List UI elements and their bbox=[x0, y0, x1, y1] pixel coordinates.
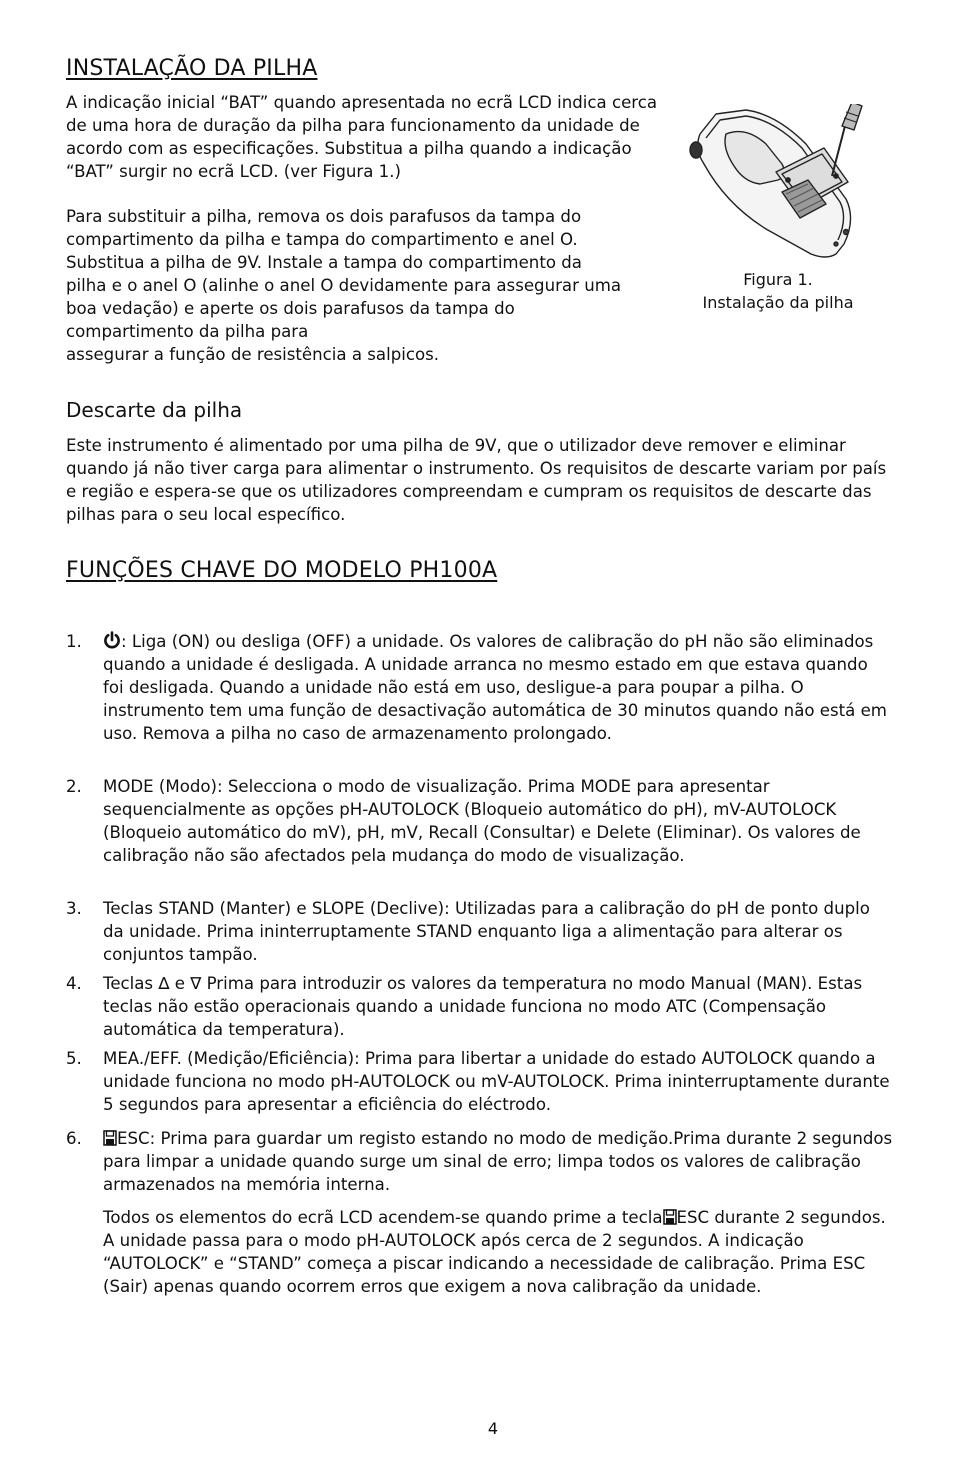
power-icon bbox=[103, 631, 121, 649]
figure-caption bbox=[678, 268, 878, 314]
arrow-keys-symbols: ∆ e ∇ bbox=[153, 974, 202, 993]
battery-install-paragraph-2-end: assegurar a função de resistência a salpicos. bbox=[66, 345, 440, 364]
key-label-mea-eff: MEA./EFF. (Medição/Eficiência): bbox=[103, 1049, 360, 1068]
figure-caption-text: Instalação da pilha bbox=[702, 293, 854, 312]
section-title-key-functions: FUNÇÕES CHAVE DO MODELO PH100A bbox=[66, 558, 498, 583]
list-item-prefix: Teclas bbox=[103, 899, 159, 918]
key-label-stand: STAND (Manter) bbox=[158, 899, 292, 918]
esc-note-prefix: Todos os elementos do ecrã LCD acendem-se quando prime a tecla bbox=[103, 1208, 663, 1227]
section-title-battery-installation: INSTALAÇÃO DA PILHA bbox=[66, 56, 318, 81]
list-item-text: Utilizadas para a calibração do pH de ponto duplo da unidade. Prima ininterruptamente bbox=[103, 899, 870, 941]
battery-install-paragraph-2: Para substituir a pilha, remova os dois parafusos da tampa do compartimento da pilha e tampa do compartimento e anel O. Substitua a pilha de 9V. Instale a tampa do compartimento da pilha e o anel O (alinhe o anel O devidamente para assegurar uma boa vedação) e aperte os dois parafusos da tampa do compartimento da pilha para bbox=[66, 207, 622, 341]
list-item-number: 3. bbox=[66, 899, 82, 918]
battery-disposal-paragraph: Este instrumento é alimentado por uma pilha de 9V, que o utilizador deve remover e eliminar quando já não tiver carga para alimentar o instrumento. Os requisitos de descarte variam por país e região e espera-se que os utilizadores compreendam e cumpram os requisitos de descarte das pilhas para o seu local específico. bbox=[66, 436, 887, 524]
key-label-esc-sair: ESC (Sair) bbox=[103, 1254, 866, 1296]
list-item-connector: e bbox=[291, 899, 312, 918]
esc-note-text: durante 2 segundos. A unidade passa para o modo pH-AUTOLOCK após cerca de 2 segundos. A indicação “AUTOLOCK” e “STAND” começa a piscar indicando a necessidade de calibração. Prima bbox=[103, 1208, 886, 1273]
page-number: 4 bbox=[487, 1419, 499, 1438]
save-icon bbox=[103, 1130, 117, 1146]
key-label-stand-inline: STAND bbox=[416, 922, 473, 941]
section-title-battery-disposal: Descarte da pilha bbox=[66, 398, 243, 422]
esc-note-body bbox=[103, 1206, 893, 1298]
list-item-text: Prima para introduzir os valores da temperatura no modo Manual (MAN). Estas teclas não estão operacionais quando a unidade funciona no modo ATC (Compensação automática da temperatura). bbox=[103, 974, 863, 1039]
key-label-arrows: Teclas bbox=[103, 974, 154, 993]
list-item-body bbox=[103, 1127, 893, 1196]
list-item-text: : Liga (ON) ou desliga (OFF) a unidade. Os valores de calibração do pH não são eliminados quando a unidade é desligada. A unidade arranca no mesmo estado em que estava quando foi desligada. Quando a unidade não está em uso, desligue-a para poupar a pilha. O instrumento tem uma função de desactivação automática de 30 minutos quando não está em uso. Remova a pilha no caso de armazenamento prolongado. bbox=[103, 632, 887, 743]
list-item-text: : Selecciona o modo de visualização. Prima MODE para apresentar sequencialmente as opções pH-AUTOLOCK (Bloqueio automático do pH), mV-AUTOLOCK (Bloqueio automático do mV), pH, mV, Recall (Consultar) e Delete (Eliminar). Os valores de calibração não são afectados pela mudança do modo de visualização. bbox=[103, 777, 861, 865]
list-item-number: 4. bbox=[66, 974, 82, 993]
list-item-number: 5. bbox=[66, 1049, 82, 1068]
key-label-esc: ESC: bbox=[117, 1129, 156, 1148]
list-item-body bbox=[103, 1047, 893, 1116]
key-label-esc-inline: ESC bbox=[676, 1208, 710, 1227]
save-icon bbox=[663, 1209, 677, 1225]
key-label-mode: MODE (Modo) bbox=[103, 777, 218, 796]
esc-note-text-end: apenas quando ocorrem erros que exigem a nova calibração da unidade. bbox=[148, 1277, 762, 1296]
list-item-text: Prima para libertar a unidade do estado AUTOLOCK quando a unidade funciona no modo pH-AUTOLOCK ou mV-AUTOLOCK. Prima ininterruptamente durante 5 segundos para apresentar a eficiência do eléctrodo. bbox=[103, 1049, 890, 1114]
list-item-number: 2. bbox=[66, 777, 82, 796]
list-item-text: Prima para guardar um registo estando no modo de medição.Prima durante 2 segundos para limpar a unidade quando surge um sinal de erro; limpa todos os valores de calibração armazenados na memória interna. bbox=[103, 1129, 893, 1194]
list-item-number: 6. bbox=[66, 1129, 82, 1148]
list-item-body bbox=[103, 897, 893, 966]
list-item-body bbox=[103, 630, 893, 745]
key-label-slope: SLOPE (Declive): bbox=[311, 899, 450, 918]
battery-install-paragraph-1: A indicação inicial “BAT” quando apresentada no ecrã LCD indica cerca de uma hora de duração da pilha para funcionamento da unidade de acordo com as especificações. Substitua a pilha quando a indicação “BAT” surgir no ecrã LCD. (ver Figura 1.) bbox=[66, 93, 658, 181]
list-item-body bbox=[103, 972, 893, 1041]
list-item-number: 1. bbox=[66, 632, 82, 651]
list-item-body bbox=[103, 775, 893, 867]
list-item-text-end: enquanto liga a alimentação para alterar os conjuntos tampão. bbox=[103, 922, 843, 964]
figure-caption-number: Figura 1. bbox=[743, 270, 813, 289]
meter-battery-figure bbox=[686, 104, 866, 264]
